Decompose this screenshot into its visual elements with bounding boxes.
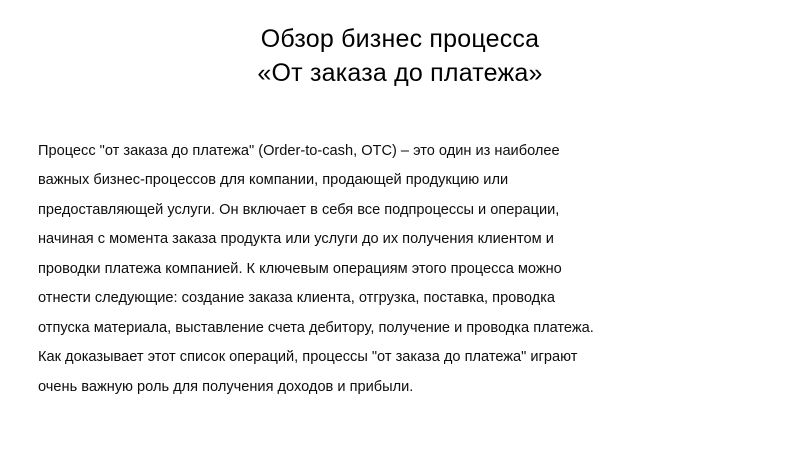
slide-title-line-1: Обзор бизнес процесса: [260, 25, 540, 53]
slide-body: [38, 122, 608, 417]
slide-title: [0, 22, 800, 90]
slide-title-line-2: «От заказа до платежа»: [257, 59, 543, 87]
body-paragraph: Процесс "от заказа до платежа" (Order-to-cash, OTC) – это один из наиболее важных бизнес-процессов для компании, продающей продукцию или предоставляющей услуги. Он включает в себя все подпроцессы и операции, начиная с момента заказа продукта или услуги до их получения клиентом и проводки платежа компанией. К ключевым операциям этого процесса можно отнести следующие: создание заказа клиента, отгрузка, поставка, проводка отпуска материала, выставление счета дебитору, получение и проводка платежа. Как доказывает этот список операций, процессы "от заказа до платежа" играют очень важную роль для получения доходов и прибыли.: [38, 142, 594, 395]
